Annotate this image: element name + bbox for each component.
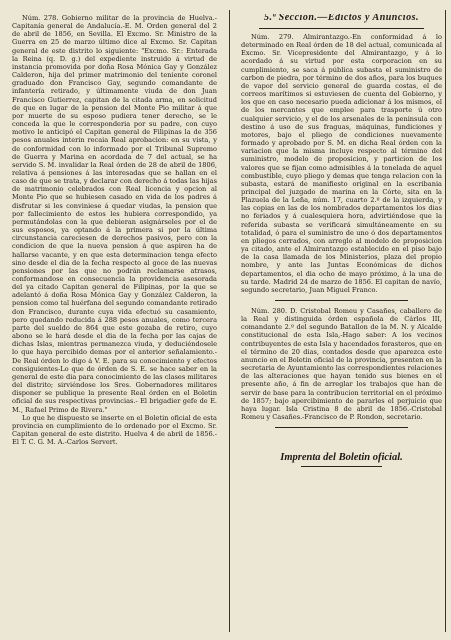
notice-279: Núm. 279. Almirantazgo.-En conformidad á lo determinado en Real órden de 18 del actual, comunicada al Excmo. Sr. Vicepresidente del Almirantazgo, y á lo acordado á su virtud por esta corporacion en su cumplimiento, se saca á pública subasta el suministro de carbon de piedra, por término de dos años, para los buques de vapor del servicio general de guarda costas, el de correos marítimos si estuviesen de cuenta del Gobierno, y los que en caso necesario pueda adicionar á los mismos, el de los mercantes que emplee para trasporte ú otro cualquier servicio, y el de los arsenales de la peninsula con destino á uso de sus fraguas, máquinas, fundiciones y motores, bajo el pliego de condiciones nuevamente formado y aprobado por S. M. en dicha Real órden con la variacion que la misma incluye respecto al término del suministro, modelo de proposicion, y particion de los valores que se fijan como admisibles á la tonelada de aquel combustible, cuyo pliego y demas que tenga relacion con la subasta, estará de manifiesto original en la escribania principal del juzgado de marina en la Córte, sita en la Plazuela de la Leña, núm. 17, cuarto 2.º de la izquierda, y las copias en las de los nombrados departamentos los dias no feriados y á cualesquiera hora, advirtiéndose que la referida subasta se verificará simultáneamente en su totalidad, ó para el suministro de uno ó dos departamentos en pliegos cerrados, con arreglo al modelo de proposicion ya citado, ante el Almirantazgo establecido en el piso bajo de la casa llamada de los Ministerios, plaza del propio nombre, y ante las Juntas Económicas de dichos departamentos, el dia ocho de mayo próximo, á la una de su tarde. Madrid 24 de marzo de 1856. El capitan de navío, segundo secretario, Juan Miguel Franco.: [241, 33, 442, 294]
imprint-rule: [301, 466, 382, 467]
notice-278: Núm. 278. Gobierno militar de la provincia de Huelva.-Capitanía general de Andalucía.-E. M. Orden general del 2 de abril de 1856, en Sevilla. El Excmo. Sr. Ministro de la Guerra en 25 de marzo último dice al Excmo. Sr. Capitan general de este distrito lo siguiente: "Excmo. Sr.: Enterada la Reina (q. D. g.) del expediente instruido á virtud de instancia promovida por doña Rosa Mónica Gay y González Calderon, hija del primer matrimonio del teniente coronel graduado don Francisco Gay, segundo comandante de infantería retirado, y últimamente viuda de don Juan Francisco Gutierrez, capitan de la citada arma, en solicitud de que en lugar de la pension del Monte Pio militar á que por muerte de su esposo pudiera tener derecho, se le conceda la que le corresponderia por su padre, con cuyo motivo le anticipó el Capitan general de Filipinas la de 356 pesos anuales interin recaia Real aprobacion: en su vista, y de conformidad con lo informado por el Tribunal Supremo de Guerra y Marina en acordada de 7 del actual, se ha servido S. M. invalidar la Real órden de 28 de abril de 1806, relativa á pensiones á las interesadas que se hallan en el caso de que se trata, y declarar con derecho á todas las hijas de matrimonio celebrados con Real licencia y opcion al Monte Pio que se hubiesen casado en vida de los padres á disfrutar si les conviniese á quedar viudas, la pension que por fallecimiento de estos les hubiera correspondido, ya permutándolas con la que debieran asignárseles por el de sus esposos, ya optando á la primera si por la última circunstancia careciesen de derechos pasivos, pero con la condicion de que la nueva pension á que aspiren ha de hallarse vacante, y en que esta determinacion tenga efecto sino desde el dia de la fecha respecto al goce de las nuevas pensiones por las que no podrán reclamarse atrasos, conformandose en consecuencia la providencia asesorada del ya citado Capitan general de Filipinas, por la que se adelantó á doña Rosa Mónica Gay y González Calderon, la pension como tal huérfana del segundo comandante retirado don Francisco, durante cuya vida efectuó su casamiento, pero quedando reducida á 288 pesos anuales, como tercera parte del sueldo de 864 que este gozaba de retiro, cuyo abono se le hará desde el dia de la fecha por las cajas de dichas Islas, mientras permanezca viuda, y deduciéndosele lo que haya percibido demas por el anterior señalamiento.- De Real órden lo digo á V. E. para su conocimiento y efectos consiguientes-Lo que de órden de S. E. se hace saber en la general de este dia para conocimiento de las clases militares del distrito; sirviéndose los Sres. Gobernadores militares disponer se publique la presente Real órden en el Boletin oficial de sus respectivas provincias.- El brigadier gefe de E. M., Rafael Primo de Rivera.": [12, 14, 217, 414]
notice-278-closing: Lo que he dispuesto se inserte en el Boletin oficial de esta provincia en cumplimiento de lo ordenado por el Excmo. Sr. Capitan general de este distrito. Huelva 4 de abril de 1856.-El T. C. G. M. A.-Carlos Servert.: [12, 413, 217, 447]
section-rule: [259, 28, 424, 29]
notice-separator: [275, 300, 408, 301]
column-divider: [229, 10, 230, 632]
right-border: [445, 10, 446, 632]
left-column: [12, 14, 217, 634]
notice-separator-2: [275, 427, 408, 428]
section-title: 5.ª Seccion.—Edictos y Anuncios.: [264, 14, 419, 23]
imprint: Imprenta del Boletin oficial.: [280, 452, 403, 464]
notice-280: Núm. 280. D. Cristobal Romeu y Casañes, caballero de la Real y distinguida órden española de Cárlos III, comandante 2.º del segundo Batallon de la M. N. y Alcalde constitucional de esta Isla,-Hago saber: A los vecinos contribuyentes de esta Isla y hacendados forasteros, que en el término de 20 dias, contados desde que aparezca este anuncio en el Boletin oficial de la provincia, presenten en la secretaria de Ayuntamiento las correspondientes relaciones de las alteraciones que hayan tenido sus bienes en el presente año, á fin de arreglar los trabajos que han de servir de base para la contribucion territorial en el próximo de 1857; bajo apercibimiento de pararles el perjuicio que haya lugar. Isla Cristina 8 de abril de 1856.-Cristobal Romeu y Casañes.-Francisco de P. Rondon, secretario.: [241, 307, 442, 422]
right-column: [241, 14, 442, 634]
